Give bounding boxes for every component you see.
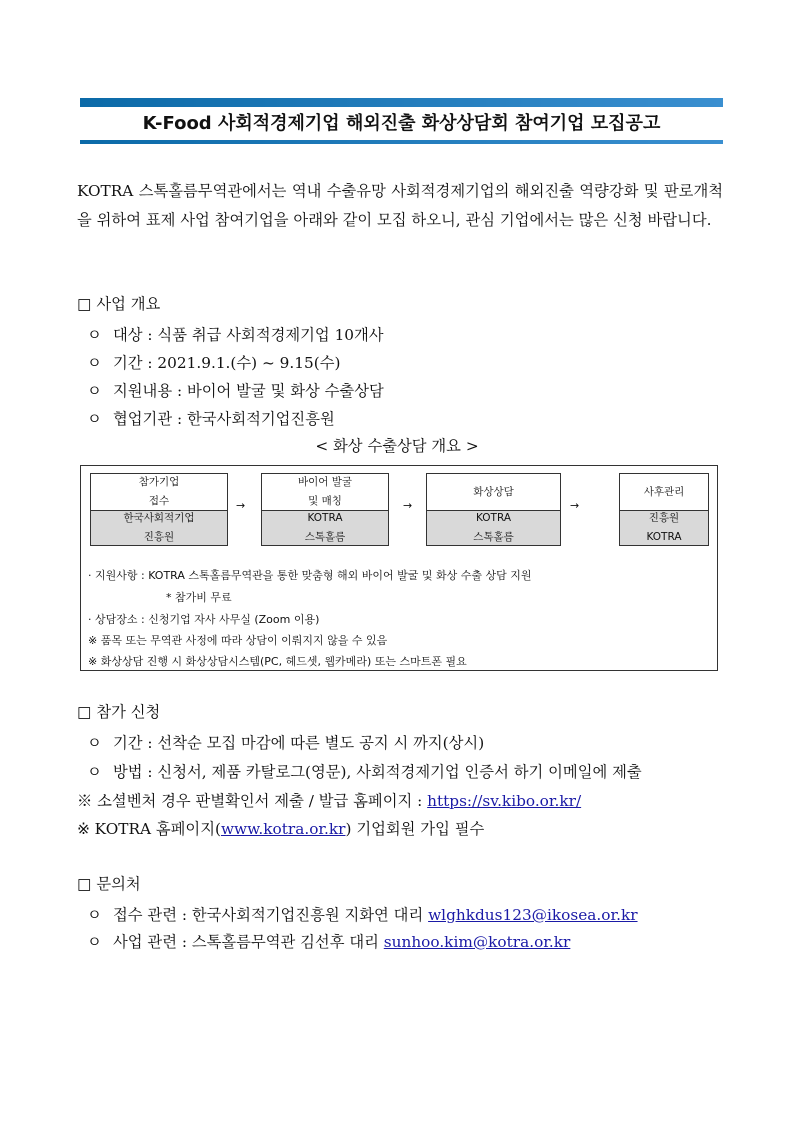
intro-paragraph: KOTRA 스톡홀름무역관에서는 역내 수출유망 사회적경제기업의 해외진출 역량강화 및 판로개척을 위하여 표제 사업 참여기업을 아래와 같이 모집 하오니, 관심 기업에서는 많은 신청 바랍니다.	[77, 182, 723, 229]
flow-note: ※ 화상상담 진행 시 화상상담시스템(PC, 헤드셋, 웹카메라) 또는 스마트폰 필요	[88, 655, 467, 668]
note-social-venture	[77, 789, 581, 811]
kibo-link[interactable]: https://sv.kibo.or.kr/	[427, 792, 582, 810]
note-kotra-membership	[77, 817, 484, 839]
item-text: 기간 : 선착순 모집 마감에 따른 별도 공지 시 까지(상시)	[113, 734, 485, 752]
bullet: ㅇ	[87, 933, 102, 951]
item-text: 기간 : 2021.9.1.(수) ~ 9.15(수)	[113, 354, 341, 372]
list-item	[87, 351, 340, 373]
arrow-icon: →	[236, 499, 246, 512]
email-link[interactable]: sunhoo.kim@kotra.or.kr	[383, 933, 571, 951]
flow-step-1-top: 참가기업 접수	[90, 473, 228, 511]
flow-step-2-top: 바이어 발굴 및 매칭	[261, 473, 389, 511]
item-text: 지원내용 : 바이어 발굴 및 화상 수출상담	[113, 382, 384, 400]
flow-step-4-bottom: 진흥원 KOTRA	[619, 510, 709, 546]
flow-box	[80, 465, 718, 671]
arrow-icon: →	[570, 499, 580, 512]
note-text: ※ KOTRA 홈페이지(	[77, 820, 221, 838]
list-item	[87, 903, 638, 925]
bullet: ㅇ	[87, 354, 102, 372]
list-item	[87, 930, 570, 952]
list-item	[87, 760, 642, 782]
flow-title: < 화상 수출상담 개요 >	[315, 437, 479, 455]
flow-note: ※ 품목 또는 무역관 사정에 따라 상담이 이뤄지지 않을 수 있음	[88, 634, 388, 647]
flow-step-1-bottom: 한국사회적기업 진흥원	[90, 510, 228, 546]
bullet: ㅇ	[87, 763, 102, 781]
bullet: ㅇ	[87, 906, 102, 924]
item-text: 접수 관련 : 한국사회적기업진흥원 지화연 대리	[113, 906, 429, 924]
item-text: 협업기관 : 한국사회적기업진흥원	[113, 410, 335, 428]
item-text: 방법 : 신청서, 제품 카탈로그(영문), 사회적경제기업 인증서 하기 이메일에 제출	[113, 763, 642, 781]
list-item	[87, 323, 384, 345]
title-bar-top	[80, 98, 723, 107]
list-item	[87, 731, 484, 753]
flow-note: · 상담장소 : 신청기업 자사 사무실 (Zoom 이용)	[88, 613, 320, 626]
flow-step-4-top: 사후관리	[619, 473, 709, 511]
section2-heading: □ 참가 신청	[77, 703, 161, 721]
section3-heading: □ 문의처	[77, 875, 141, 893]
title-band	[80, 98, 723, 144]
section1-heading: □ 사업 개요	[77, 295, 161, 313]
item-text: 대상 : 식품 취급 사회적경제기업 10개사	[113, 326, 384, 344]
title-bar-bottom	[80, 140, 723, 144]
arrow-icon: →	[403, 499, 413, 512]
page-title: K-Food 사회적경제기업 해외진출 화상상담회 참여기업 모집공고	[142, 113, 661, 134]
list-item	[87, 379, 384, 401]
list-item	[87, 407, 335, 429]
note-text: ※ 소셜벤처 경우 판별확인서 제출 / 발급 홈페이지 :	[77, 792, 428, 810]
flow-note: · 지원사항 : KOTRA 스톡홀름무역관을 통한 맞춤형 해외 바이어 발굴 및 화상 수출 상담 지원	[88, 569, 532, 582]
bullet: ㅇ	[87, 734, 102, 752]
flow-step-3-top: 화상상담	[426, 473, 561, 511]
bullet: ㅇ	[87, 410, 102, 428]
bullet: ㅇ	[87, 382, 102, 400]
flow-note: * 참가비 무료	[166, 591, 232, 604]
bullet: ㅇ	[87, 326, 102, 344]
flow-step-3-bottom: KOTRA 스톡홀름	[426, 510, 561, 546]
email-link[interactable]: wlghkdus123@ikosea.or.kr	[428, 906, 638, 924]
flow-step-2-bottom: KOTRA 스톡홀름	[261, 510, 389, 546]
kotra-link[interactable]: www.kotra.or.kr	[220, 820, 346, 838]
item-text: 사업 관련 : 스톡홀름무역관 김선후 대리	[113, 933, 384, 951]
note-text: ) 기업회원 가입 필수	[345, 820, 485, 838]
